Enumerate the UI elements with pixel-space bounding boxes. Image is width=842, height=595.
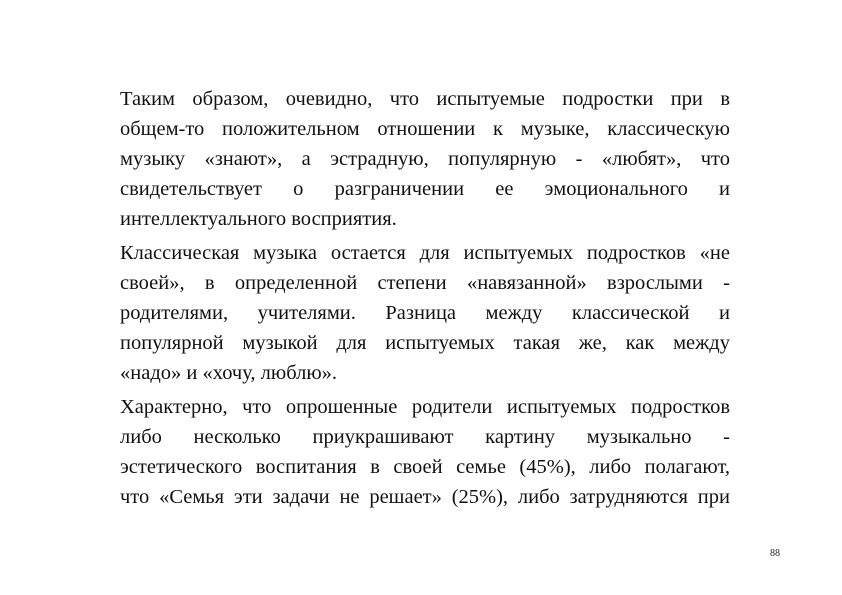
text-line: музыку «знают», а эстрадную, популярную - «любят», что (120, 148, 730, 170)
paragraph-2 (120, 238, 730, 388)
text-line: своей», в определенной степени «навязанной» взрослыми - (120, 272, 730, 294)
text-line: Характерно, что опрошенные родители испытуемых подростков (120, 396, 730, 418)
page-number: 88 (770, 548, 780, 559)
text-line: интеллектуального восприятия. (120, 208, 397, 230)
text-line: общем-то положительном отношении к музыке, классическую (120, 118, 730, 140)
text-line: «надо» и «хочу, люблю». (120, 362, 338, 384)
text-line: эстетического воспитания в своей семье (45%), либо полагают, (120, 456, 730, 478)
text-line: популярной музыкой для испытуемых такая же, как между (120, 332, 730, 354)
paragraph-3 (120, 392, 730, 512)
text-line: свидетельствует о разграничении ее эмоционального и (120, 178, 730, 200)
text-line: Таким образом, очевидно, что испытуемые подростки при в (120, 88, 730, 110)
paragraph-1 (120, 84, 730, 234)
body-text (120, 84, 730, 512)
text-line: родителями, учителями. Разница между классической и (120, 302, 730, 324)
text-line: либо несколько приукрашивают картину музыкально - (120, 426, 730, 448)
text-line: что «Семья эти задачи не решает» (25%), либо затрудняются при (120, 486, 730, 508)
text-line: Классическая музыка остается для испытуемых подростков «не (120, 242, 730, 264)
